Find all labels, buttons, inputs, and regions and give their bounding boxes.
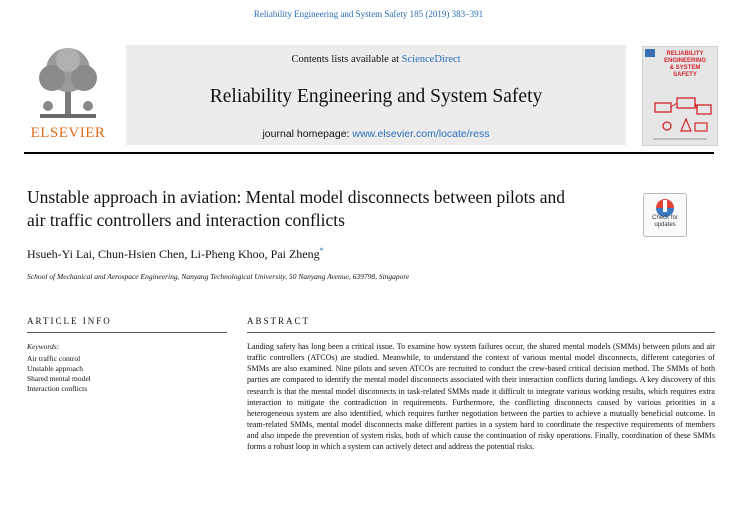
affiliation: School of Mechanical and Aerospace Engineering, Nanyang Technological University, 50 Nanyang Avenue, 639798, Singapore <box>27 272 410 281</box>
cover-title-line: SAFETY <box>673 72 697 78</box>
check-for-updates-label <box>644 215 686 229</box>
journal-masthead <box>126 45 626 145</box>
keyword-item: Unstable approach <box>27 364 84 373</box>
article-info-heading: ARTICLE INFO <box>27 316 112 326</box>
abstract-divider <box>247 332 715 333</box>
authors-text[interactable]: Hsueh-Yi Lai, Chun-Hsien Chen, Li-Pheng Khoo, Pai Zheng <box>27 247 320 261</box>
author-list <box>27 246 324 262</box>
elsevier-logo[interactable] <box>26 46 110 142</box>
keyword-item: Shared mental model <box>27 374 91 383</box>
check-label-line: updates <box>654 222 676 228</box>
cover-title-line: ENGINEERING <box>663 58 706 64</box>
article-info-divider <box>27 332 227 333</box>
keywords-list <box>27 354 91 394</box>
article-title-line: Unstable approach in aviation: Mental model disconnects between pilots and <box>27 187 565 207</box>
cover-title-line: RELIABILITY <box>666 51 704 57</box>
journal-homepage-link[interactable]: www.elsevier.com/locate/ress <box>352 128 490 140</box>
abstract-heading: ABSTRACT <box>247 316 311 326</box>
article-title <box>27 186 637 232</box>
corresponding-author-mark[interactable]: * <box>319 246 324 255</box>
keywords-label: Keywords: <box>27 342 60 351</box>
homepage-line <box>126 128 626 140</box>
cover-title-line: & SYSTEM <box>669 65 701 71</box>
check-label-line: Check for <box>652 215 678 221</box>
elsevier-tree-icon <box>26 46 110 124</box>
contents-prefix: Contents lists available at <box>291 54 402 65</box>
journal-cover[interactable] <box>642 46 718 146</box>
article-title-line: air traffic controllers and interaction conflicts <box>27 210 345 230</box>
keyword-item: Interaction conflicts <box>27 384 88 393</box>
contents-line <box>126 54 626 65</box>
homepage-prefix: journal homepage: <box>262 128 353 140</box>
abstract-body: Landing safety has long been a critical issue. To examine how system failures occur, the shared mental models (SMMs) between pilots and air traffic controllers (ATCOs) are studied. Meanwhile, to understand the context of various mental model disconnects, different categories of SMMs are also examined. Nine pilots and seven ATCOs are recruited to conduct the crew-based critical decision method. The SMMs of both parties are compared to identify the mental model disconnects associated with their interaction conflicts during landings. A key discovery of this research is that the mental model disconnects in task-related SMMs made it difficult to integrate various working results, which requires extra interaction to mitigate the contradiction in requirements. Furthermore, the conflicting disconnects caused by various priorities in a heterogeneous system are also identified, which requires further negotiation between the parties to achieve a mutually beneficial outcome. In team-related SMMs, mental model disconnects make different parties in a system hard to coordinate the respective requirements of members and also impede the prevention of system risks, both of which cause the continuation of risky operations. Finally, coordination of these SMMs forms a robust loop in which a system can actively detect and address the potential risks. <box>247 342 715 452</box>
sciencedirect-link[interactable]: ScienceDirect <box>401 54 461 65</box>
journal-title[interactable]: Reliability Engineering and System Safety <box>209 86 543 107</box>
journal-citation[interactable]: Reliability Engineering and System Safety 185 (2019) 383–391 <box>253 9 484 19</box>
check-for-updates-button[interactable] <box>643 193 687 237</box>
cover-diagram-icon <box>643 47 717 145</box>
elsevier-wordmark: ELSEVIER <box>30 125 106 141</box>
keyword-item: Air traffic control <box>27 354 81 363</box>
